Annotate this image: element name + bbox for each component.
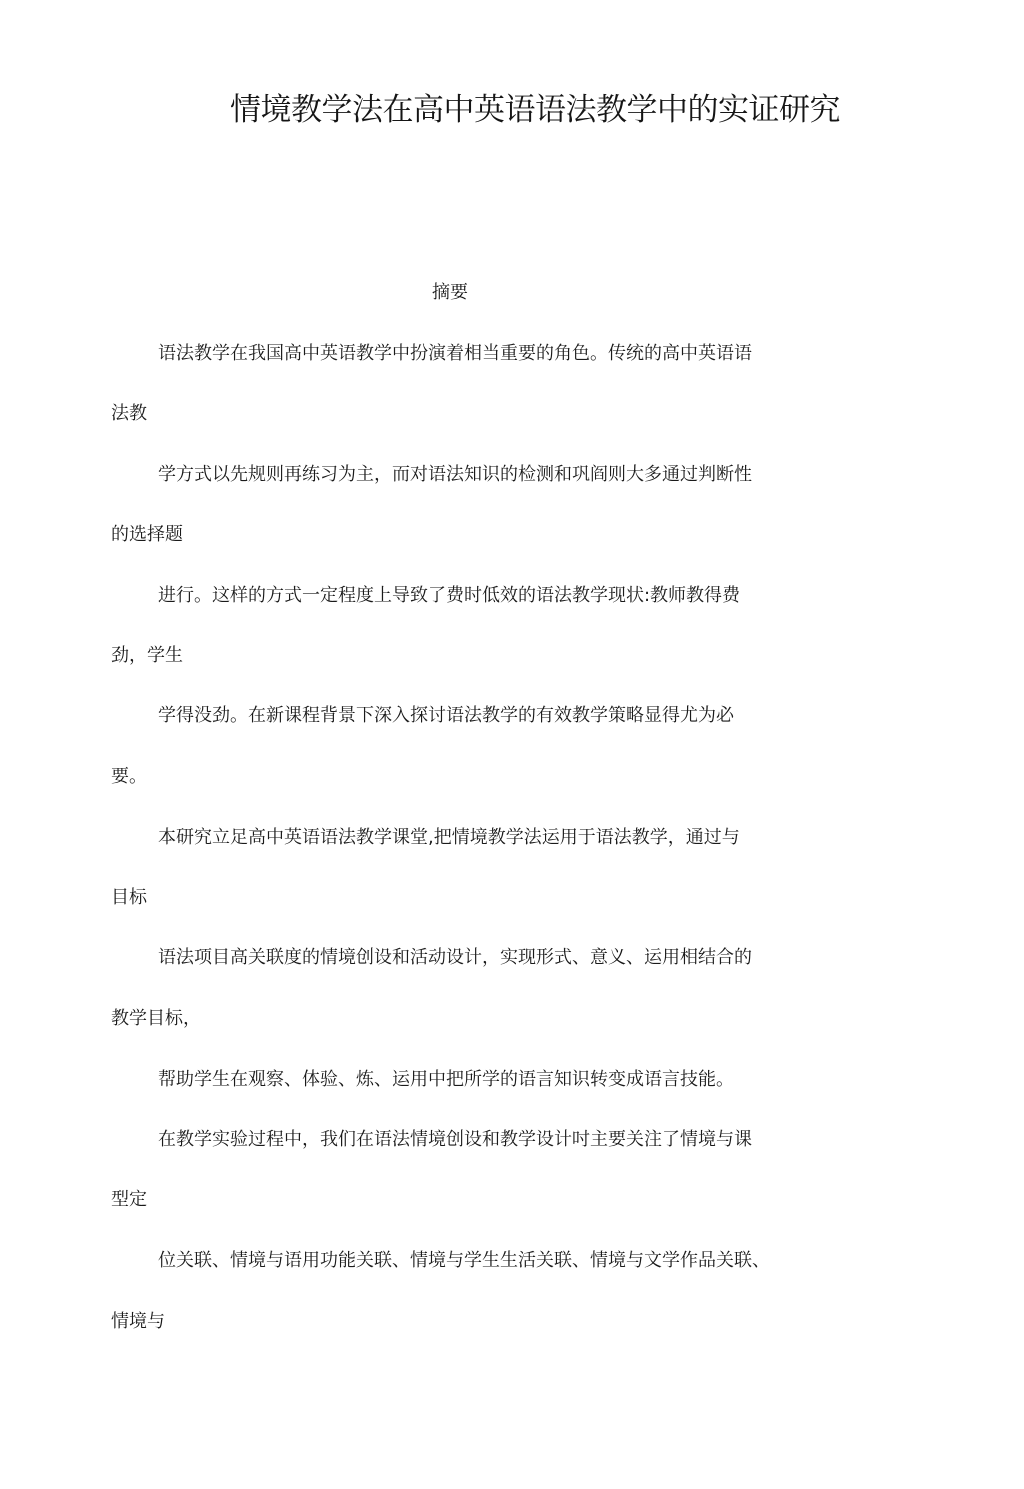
paragraph-line: 位关联、情境与语用功能关联、情境与学生生活关联、情境与文学作品关联、 <box>158 1250 770 1271</box>
paragraph-line: 劲，学生 <box>111 645 183 666</box>
abstract-heading: 摘要 <box>432 282 468 303</box>
paragraph-line: 学得没劲。在新课程背景下深入探讨语法教学的有效教学策略显得尤为必 <box>158 705 734 726</box>
paragraph-line: 在教学实验过程中，我们在语法情境创设和教学设计吋主要关注了情境与课 <box>158 1129 752 1150</box>
document-title: 情境教学法在高中英语语法教学中的实证研究 <box>230 92 840 128</box>
paragraph-line: 型定 <box>111 1189 147 1210</box>
paragraph-line: 法教 <box>111 403 147 424</box>
paragraph-line: 的选择题 <box>111 524 183 545</box>
paragraph-line: 语法教学在我国高中英语教学中扮演着相当重要的角色。传统的高中英语语 <box>158 343 752 364</box>
paragraph-line: 情境与 <box>111 1311 165 1332</box>
paragraph-line: 语法项目高关联度的情境创设和活动设计，实现形式、意义、运用相结合的 <box>158 947 752 968</box>
paragraph-line: 本研究立足高中英语语法教学课堂,把情境教学法运用于语法教学，通过与 <box>158 827 740 848</box>
paragraph-line: 要。 <box>111 766 147 787</box>
paragraph-line: 目标 <box>111 887 147 908</box>
paragraph-line: 帮助学生在观察、体验、炼、运用中把所学的语言知识转变成语言技能。 <box>158 1069 734 1090</box>
paragraph-line: 进行。这样的方式一定程度上导致了费时低效的语法教学现状:教师教得费 <box>158 585 741 606</box>
paragraph-line: 学方式以先规则再练习为主，而对语法知识的检测和巩阎则大多通过判断性 <box>158 464 752 485</box>
paragraph-line: 教学目标， <box>111 1008 201 1029</box>
